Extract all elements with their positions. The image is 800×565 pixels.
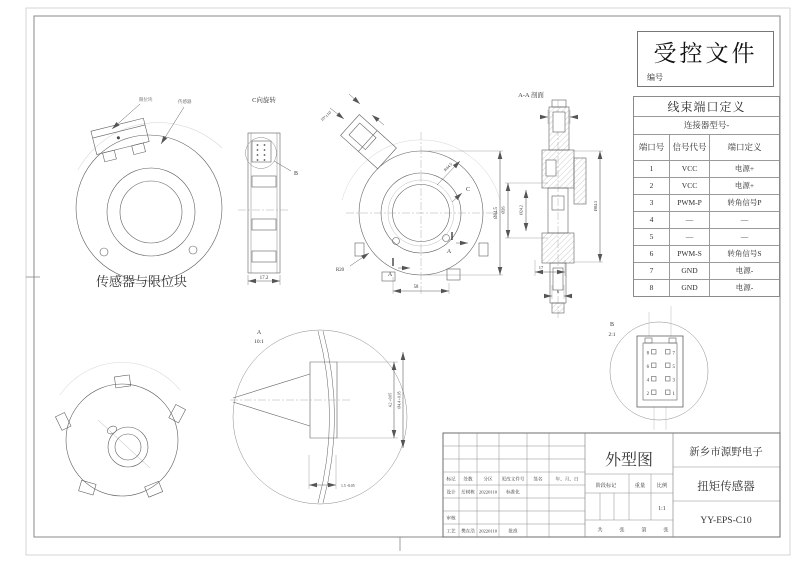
title-block: [443, 433, 780, 537]
craft-label: 工艺: [446, 528, 456, 534]
section-marker-a: A: [387, 272, 393, 278]
pin-1: 1: [672, 392, 675, 397]
dim-58: 58: [413, 285, 419, 290]
hdr-date: 年、月、日: [555, 476, 579, 482]
phantom-arc: [60, 362, 180, 395]
leader-label-sensor: 传感器: [178, 99, 192, 104]
craft-name: 樊在浩: [461, 528, 475, 534]
part-number: YY-EPS-C10: [700, 516, 752, 526]
connector-pins: [257, 144, 266, 161]
view-c-rotation: [238, 95, 298, 285]
signal-code: —: [669, 212, 709, 228]
signal-code: GND: [669, 263, 709, 279]
dim-dia26: Ø26: [500, 206, 506, 214]
dim-angle: 10°±10': [319, 109, 333, 123]
dim-r20: R20: [336, 268, 344, 273]
dim-dia-84-5: Ø84.5: [494, 207, 499, 219]
table-row: [634, 228, 779, 245]
approve-label: 批准: [508, 528, 518, 534]
revision-grid: [443, 433, 585, 537]
detail-b-circle: [246, 138, 277, 169]
table-row: [634, 245, 779, 262]
detail-a-scale: 10:1: [254, 339, 264, 345]
company-name: 新乡市源野电子: [689, 447, 763, 458]
design-label: 设计: [446, 489, 456, 495]
pin-numbers: [647, 352, 676, 398]
port-no: 3: [649, 198, 654, 207]
signal-code: VCC: [669, 161, 709, 177]
detail-a-name: A: [256, 330, 262, 336]
view-sensor-limit-block: [76, 96, 222, 289]
check-label: 审核: [446, 515, 456, 521]
dim-tip-dia: Ø4.4 +0.05: [397, 391, 402, 409]
view-detail-b: [608, 306, 708, 430]
port-definition: 转角信号P: [709, 195, 779, 211]
port-no: 8: [649, 283, 654, 292]
pin-3: 3: [672, 378, 675, 384]
pin-7: 7: [672, 351, 675, 357]
col-header-port: 端口号: [638, 142, 665, 152]
controlled-document-stamp: [637, 31, 774, 87]
table-row: [634, 262, 779, 279]
signal-code: GND: [669, 280, 709, 296]
hdr-zone: 分区: [483, 476, 493, 482]
port-definition: —: [709, 229, 779, 245]
signature-rows: [446, 489, 520, 535]
port-no: 6: [649, 249, 654, 258]
phantom-arc: [78, 123, 222, 170]
pin-2: 2: [646, 392, 649, 397]
port-no: 7: [649, 266, 654, 275]
signal-code: —: [669, 229, 709, 245]
scale-value: 1:1: [658, 506, 666, 512]
port-no: 4: [649, 215, 654, 224]
view-label-section: A-A 剖面: [518, 92, 544, 99]
stage-row: [596, 481, 669, 534]
port-table-title: 线束端口定义: [667, 100, 746, 114]
signal-code: PWM-S: [669, 246, 709, 262]
col-header-signal: 信号代号: [669, 135, 709, 160]
product-name: 扭矩传感器: [697, 481, 755, 493]
signal-code: PWM-P: [669, 195, 709, 211]
port-definition: —: [709, 212, 779, 228]
hdr-sign: 签名: [533, 476, 543, 482]
design-name: 岳树栋: [461, 489, 475, 495]
view-marker-c: C: [466, 187, 471, 193]
table-row: [634, 177, 779, 194]
dim-dia84-5-section: Ø84.5: [593, 200, 598, 212]
view-section-aa: [501, 90, 604, 318]
port-no: 2: [649, 181, 654, 190]
detail-b-marker: B: [294, 171, 299, 177]
view-caption: 传感器与限位块: [96, 274, 188, 289]
view-front: [319, 94, 503, 296]
document-number-label: 编号: [647, 73, 663, 82]
craft-date: 20220110: [478, 528, 498, 534]
revision-headers: [446, 476, 578, 483]
pin-squares: [652, 350, 671, 395]
dim-6: 6: [556, 289, 560, 294]
view-detail-a: [230, 330, 407, 504]
port-definition: 电源-: [709, 280, 779, 296]
pin-8: 8: [646, 351, 649, 357]
scale-label: 比例: [656, 483, 668, 489]
table-row: [634, 160, 779, 177]
sheet-total-label: 共: [597, 527, 603, 534]
weight-label: 重量: [634, 483, 646, 489]
standard-label: 标准化: [506, 489, 520, 495]
port-no: 5: [649, 232, 654, 241]
hdr-mark: 标记: [446, 476, 456, 482]
connector-model-label: 连接器型号-: [634, 116, 779, 134]
port-definition: 电源-: [709, 263, 779, 279]
port-definition-table: [633, 96, 780, 297]
controlled-document-title: 受控文件: [653, 41, 758, 66]
table-row: [634, 211, 779, 228]
leader-label-limit-block: 限位块: [139, 97, 153, 102]
stage-grid: [585, 474, 673, 520]
detail-b-scale: 2:1: [608, 332, 616, 338]
hdr-count: 处数: [463, 476, 473, 482]
stage-label: 阶段标记: [595, 483, 617, 489]
table-row: [634, 194, 779, 211]
view-label-c-rotation: C向旋转: [252, 97, 276, 104]
dim-17-2: 17.2: [259, 276, 269, 281]
section-marker-a: A: [446, 249, 452, 255]
pin-4: 4: [646, 378, 649, 384]
dim-17: 17: [538, 265, 544, 270]
view-bottom-pictorial: [55, 362, 185, 497]
hdr-doc-no: 更改文件号: [501, 476, 525, 482]
design-date: 20220110: [478, 489, 498, 495]
dim-tooth-width: 4.2 +0.05: [388, 392, 393, 408]
port-definition: 电源+: [709, 178, 779, 194]
dim-dia24-2: Ø24.2: [518, 205, 524, 215]
dim-r44-5: R44.5: [442, 161, 454, 173]
signal-code: VCC: [669, 178, 709, 194]
sheet-no-label: 第: [641, 527, 647, 534]
port-definition: 电源+: [709, 161, 779, 177]
port-table-header-row: [634, 134, 779, 160]
sheet-unit2: 张: [663, 527, 669, 534]
port-definition: 转角信号S: [709, 246, 779, 262]
port-no: 1: [649, 164, 654, 173]
drawing-name: 外型图: [604, 452, 654, 469]
dim-tooth-height: 1.5 -0.05: [341, 484, 355, 488]
pin-5: 5: [672, 365, 675, 370]
col-header-definition: 端口定义: [709, 135, 779, 160]
pin-6: 6: [646, 365, 649, 370]
sheet-unit1: 张: [619, 527, 625, 534]
table-row: [634, 279, 779, 296]
detail-b-name: B: [609, 322, 615, 328]
